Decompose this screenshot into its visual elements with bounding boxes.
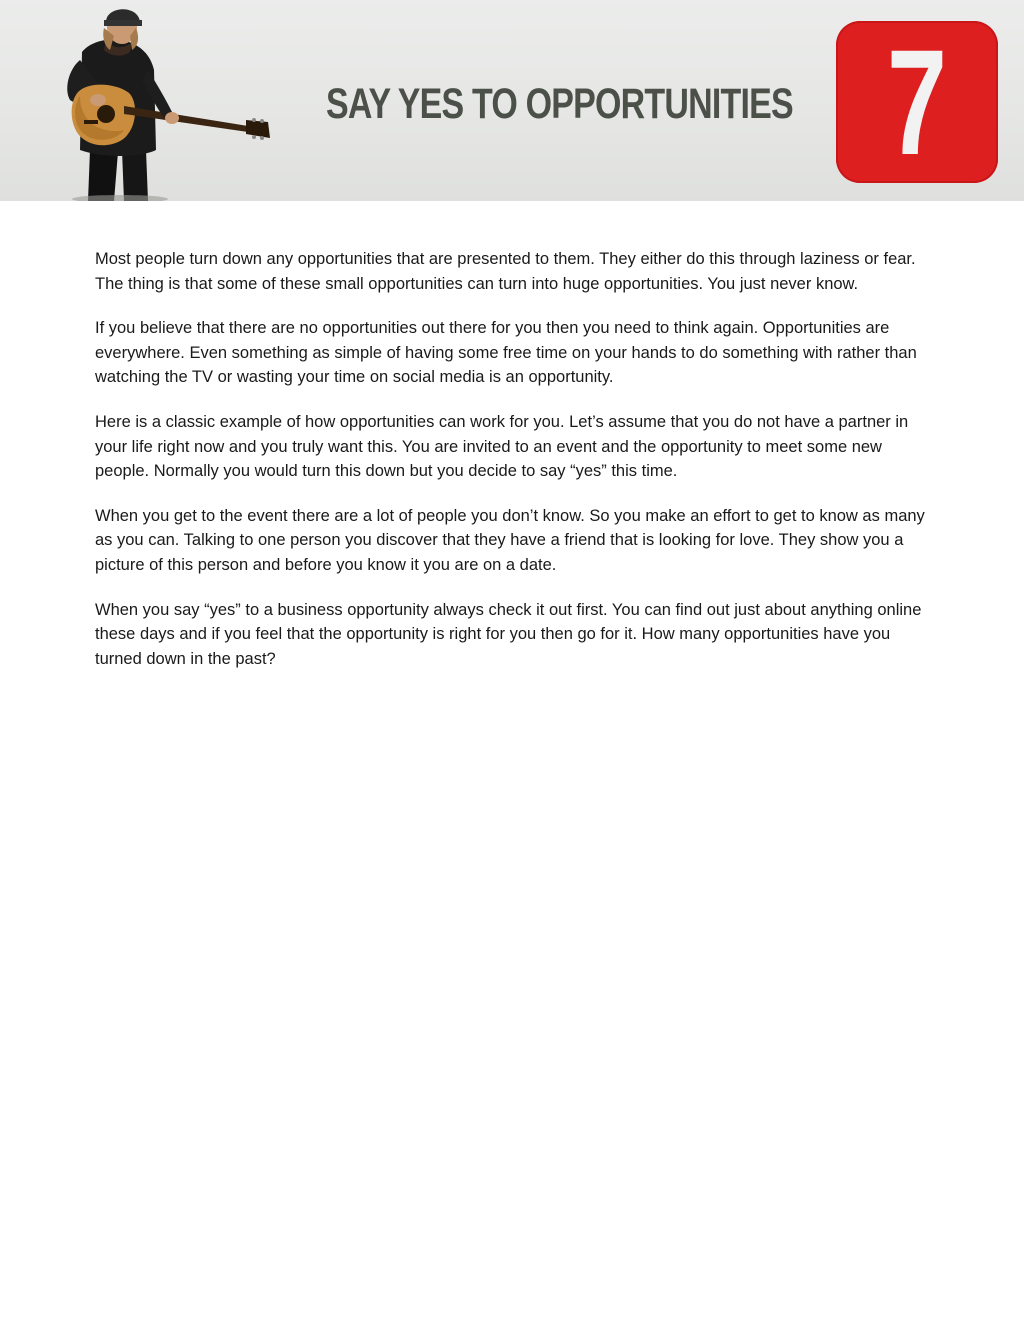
body-paragraph: If you believe that there are no opportunities out there for you then you need to think again. Opportunities are everywhere. Even something as simple of having some free time on your hands to do something with rather than watching the TV or wasting your time on social media is an opportunity.	[95, 319, 917, 387]
body-paragraph: Here is a classic example of how opportunities can work for you. Let’s assume that you do not have a partner in your life right now and you truly want this. You are invited to an event and the opportunity to meet some new people. Normally you would turn this down but you decide to say “yes” this time.	[95, 412, 909, 481]
chapter-number-badge	[836, 18, 998, 186]
body-paragraph: Most people turn down any opportunities that are presented to them. They either do this through laziness or fear. The thing is that some of these small opportunities can turn into huge opportunities. You just never know.	[95, 250, 916, 293]
chapter-body	[95, 247, 935, 691]
chapter-title: SAY YES TO OPPORTUNITIES	[326, 80, 793, 128]
chapter-number: 7	[886, 18, 948, 186]
body-paragraph: When you get to the event there are a lot of people you don’t know. So you make an effort to get to know as many as you can. Talking to one person you discover that they have a friend that is looking for love. They show you a picture of this person and before you know it you are on a date.	[95, 506, 925, 574]
body-paragraph: When you say “yes” to a business opportunity always check it out first. You can find out just about anything online these days and if you feel that the opportunity is right for you then go for it. How many opportunities have you turned down in the past?	[95, 600, 922, 668]
chapter-banner	[0, 0, 1024, 201]
musician-with-guitar-photo	[40, 0, 280, 201]
